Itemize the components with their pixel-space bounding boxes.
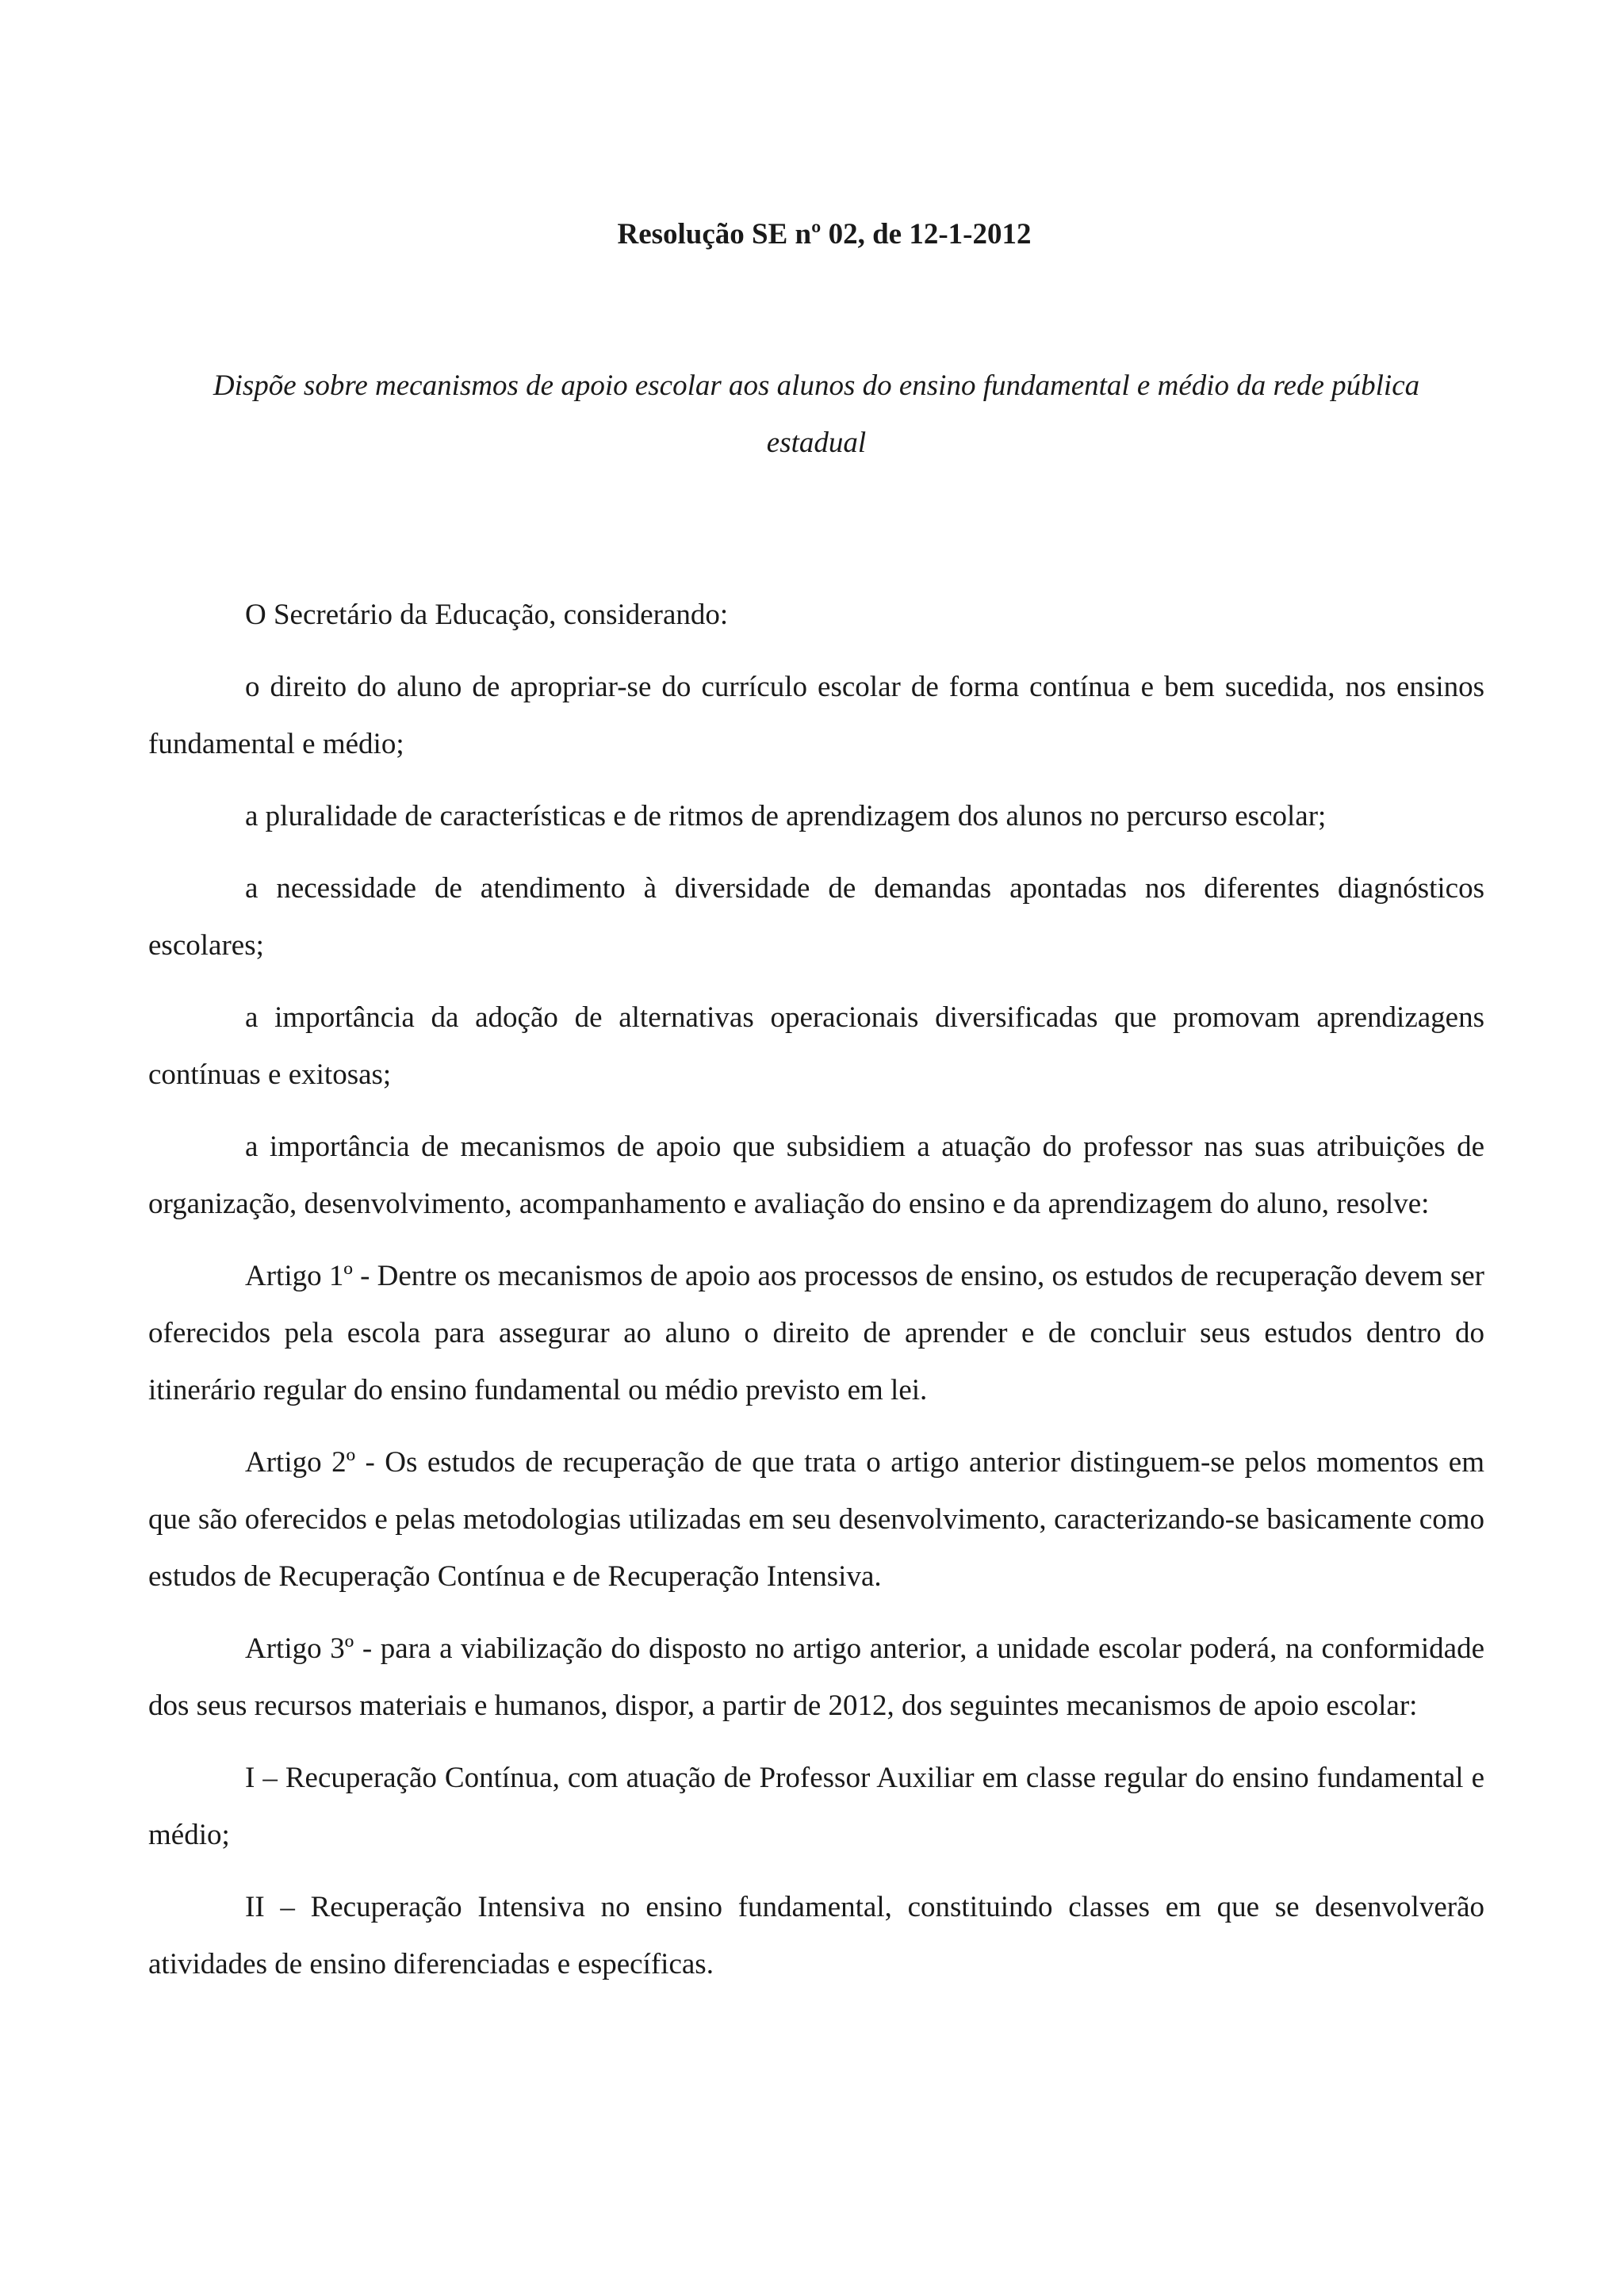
paragraph-considering-5: a importância de mecanismos de apoio que subsidiem a atuação do professor nas suas atribuições de organização, desenvolvimento, acompanhamento e avaliação do ensino e da aprendizagem do aluno, resolve: <box>148 1131 1484 1220</box>
paragraph-considering-4: a importância da adoção de alternativas operacionais diversificadas que promovam aprendizagens contínuas e exitosas; <box>148 1001 1484 1091</box>
paragraph-considering-2: a pluralidade de características e de ritmos de aprendizagem dos alunos no percurso escolar; <box>245 800 1327 832</box>
document-body <box>148 587 1484 1993</box>
paragraph-considering-3: a necessidade de atendimento à diversidade de demandas apontadas nos diferentes diagnósticos escolares; <box>148 872 1484 962</box>
paragraph-preamble: O Secretário da Educação, considerando: <box>245 599 729 631</box>
paragraph-considering-1: o direito do aluno de apropriar-se do currículo escolar de forma contínua e bem sucedida, nos ensinos fundamental e médio; <box>148 671 1484 760</box>
document-title: Resolução SE nº 02, de 12-1-2012 <box>617 218 1032 251</box>
paragraph-article-2: Artigo 2º - Os estudos de recuperação de que trata o artigo anterior distinguem-se pelos momentos em que são oferecidos e pelas metodologias utilizadas em seu desenvolvimento, caracterizando-se basicamente como estudos de Recuperação Contínua e de Recuperação Intensiva. <box>148 1446 1484 1593</box>
paragraph-item-ii: II – Recuperação Intensiva no ensino fundamental, constituindo classes em que se desenvolverão atividades de ensino diferenciadas e específicas. <box>148 1891 1484 1980</box>
document-subtitle: Dispõe sobre mecanismos de apoio escolar aos alunos do ensino fundamental e médio da rede pública estadual <box>213 369 1420 459</box>
paragraph-article-3: Artigo 3º - para a viabilização do disposto no artigo anterior, a unidade escolar poderá, na conformidade dos seus recursos materiais e humanos, dispor, a partir de 2012, dos seguintes mecanismos de apoio escolar: <box>148 1632 1484 1722</box>
paragraph-item-i: I – Recuperação Contínua, com atuação de Professor Auxiliar em classe regular do ensino fundamental e médio; <box>148 1762 1484 1851</box>
paragraph-article-1: Artigo 1º - Dentre os mecanismos de apoio aos processos de ensino, os estudos de recuperação devem ser oferecidos pela escola para assegurar ao aluno o direito de aprender e de concluir seus estudos dentro do itinerário regular do ensino fundamental ou médio previsto em lei. <box>148 1260 1484 1406</box>
document-page <box>148 206 1484 2008</box>
